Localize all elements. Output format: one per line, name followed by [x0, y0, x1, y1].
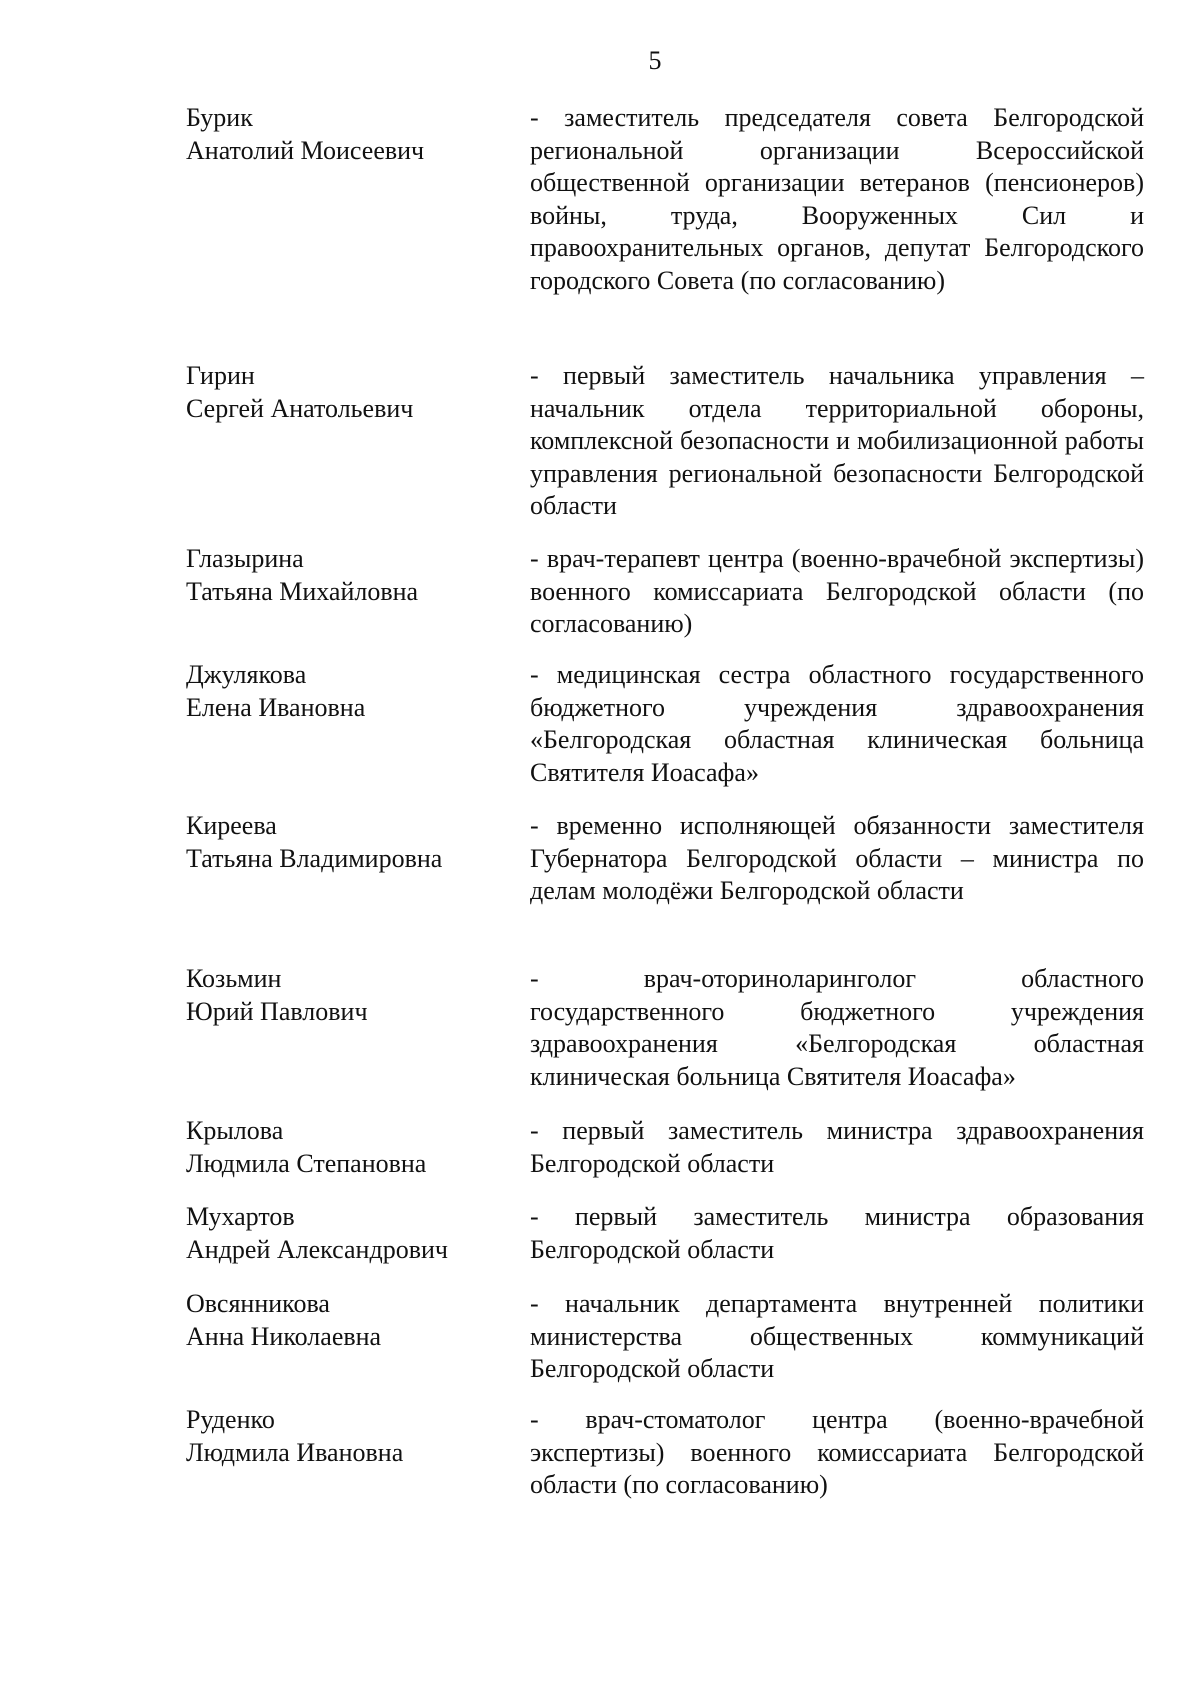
member-given-name: Людмила Степановна — [186, 1148, 427, 1178]
member-name — [186, 1115, 506, 1180]
member-name — [186, 1288, 506, 1353]
member-surname: Руденко — [186, 1405, 275, 1434]
member-given-name: Татьяна Михайловна — [186, 576, 419, 606]
member-surname: Овсянникова — [186, 1289, 330, 1318]
member-name — [186, 102, 506, 167]
page-number: 5 — [648, 46, 662, 75]
member-position: - начальник департамента внутренней политики министерства общественных коммуникаций Белгородской области — [530, 1289, 1144, 1383]
member-given-name: Татьяна Владимировна — [186, 843, 443, 873]
member-position: - врач-терапевт центра (военно-врачебной экспертизы) военного комиссариата Белгородской области (по согласованию) — [530, 544, 1144, 638]
member-surname: Мухартов — [186, 1202, 295, 1231]
member-name — [186, 1404, 506, 1469]
member-name — [186, 543, 506, 608]
member-name — [186, 810, 506, 875]
member-position: - первый заместитель начальника управления – начальник отдела территориальной обороны, комплексной безопасности и мобилизационной работы управления региональной безопасности Белгородской области — [530, 361, 1144, 520]
member-given-name: Андрей Александрович — [186, 1234, 448, 1264]
member-name — [186, 1201, 506, 1266]
member-position: - врач-стоматолог центра (военно-врачебной экспертизы) военного комиссариата Белгородской области (по согласованию) — [530, 1405, 1144, 1499]
member-position: - медицинская сестра областного государственного бюджетного учреждения здравоохранения «Белгородская областная клиническая больница Святителя Иоасафа» — [530, 660, 1144, 787]
member-surname: Гирин — [186, 361, 255, 390]
member-given-name: Анна Николаевна — [186, 1321, 382, 1351]
member-name — [186, 360, 506, 425]
member-surname: Козьмин — [186, 964, 282, 993]
member-surname: Киреева — [186, 811, 277, 840]
member-position: - врач-оториноларинголог областного государственного бюджетного учреждения здравоохранения «Белгородская областная клиническая больница Святителя Иоасафа» — [530, 964, 1144, 1091]
member-given-name: Елена Ивановна — [186, 692, 366, 722]
member-name — [186, 963, 506, 1028]
member-position: - первый заместитель министра здравоохранения Белгородской области — [530, 1116, 1144, 1178]
member-surname: Джулякова — [186, 660, 307, 689]
member-given-name: Людмила Ивановна — [186, 1437, 404, 1467]
member-surname: Бурик — [186, 103, 253, 132]
member-position: - временно исполняющей обязанности заместителя Губернатора Белгородской области – министра по делам молодёжи Белгородской области — [530, 811, 1144, 905]
member-surname: Крылова — [186, 1116, 284, 1145]
member-name — [186, 659, 506, 724]
member-given-name: Юрий Павлович — [186, 996, 368, 1026]
member-position: - заместитель председателя совета Белгородской региональной организации Всероссийской общественной организации ветеранов (пенсионеров) войны, труда, Вооруженных Сил и правоохранительных органов, депутат Белгородского городского Совета (по согласованию) — [530, 103, 1144, 295]
member-position: - первый заместитель министра образования Белгородской области — [530, 1202, 1144, 1264]
member-given-name: Сергей Анатольевич — [186, 393, 414, 423]
member-given-name: Анатолий Моисеевич — [186, 135, 425, 165]
member-surname: Глазырина — [186, 544, 304, 573]
